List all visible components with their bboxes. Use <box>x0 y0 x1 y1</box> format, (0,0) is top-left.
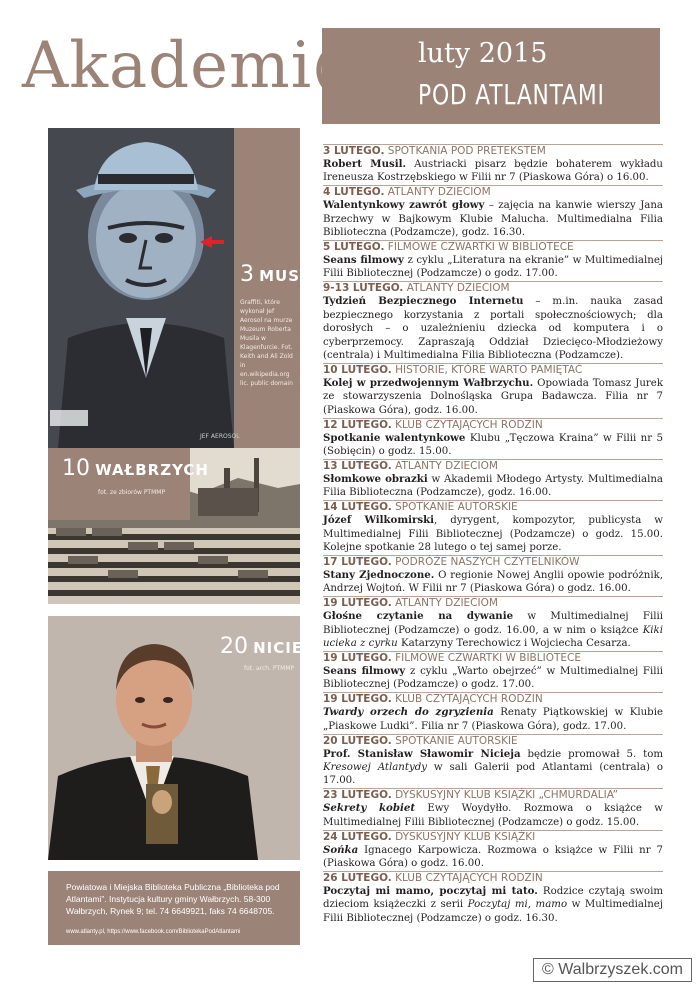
library-address: Powiatowa i Miejska Biblioteka Publiczna „Biblioteka pod Atlantami”. Instytucja kultury gminy Wałbrzych. 58-300 Wałbrzych, Rynek 9; tel. 74 6649921, faks 74 6648705. <box>66 882 280 916</box>
event-date: 10 LUTEGO. <box>323 363 392 376</box>
event-text-part: Ignacego Karpowicza. Rozmowa o książce w Filii nr 7 (Piaskowa Góra) o godz. 16.00. <box>323 844 663 870</box>
event-date: 12 LUTEGO. <box>323 418 392 431</box>
event-header <box>323 555 663 569</box>
nicieja-panel <box>48 616 323 860</box>
event-item <box>323 363 663 417</box>
event-description <box>323 432 663 459</box>
event-item <box>323 144 663 185</box>
event-category: KLUB CZYTAJĄCYCH RODZIN <box>391 418 543 431</box>
event-description <box>323 885 663 925</box>
event-category: ATLANTY DZIECIOM <box>391 597 498 610</box>
event-text-part: Głośne czytanie na dywanie <box>323 610 514 623</box>
nicieja-caption: 20 NICIEJA <box>220 634 323 659</box>
event-item <box>323 788 663 829</box>
event-description <box>323 199 663 239</box>
event-item <box>323 830 663 871</box>
event-item <box>323 596 663 650</box>
event-text-part: Sońka <box>323 843 359 856</box>
event-text-part: Stany Zjednoczone. <box>323 568 435 581</box>
event-header <box>323 185 663 199</box>
event-description <box>323 748 663 788</box>
walbrzych-caption: 10 WAŁBRZYCH <box>62 456 209 481</box>
event-header <box>323 830 663 844</box>
event-description <box>323 569 663 596</box>
watermark: © Walbrzyszek.com <box>533 958 692 982</box>
event-category: HISTORIE, KTÓRE WARTO PAMIĘTAĆ <box>391 363 583 376</box>
musil-graffiti-image <box>48 128 300 448</box>
event-date: 4 LUTEGO. <box>323 186 385 199</box>
event-category: KLUB CZYTAJĄCYCH RODZIN <box>391 693 543 706</box>
library-info-box <box>48 871 300 945</box>
event-text-part: Robert Musil. <box>323 158 407 170</box>
event-description <box>323 514 663 554</box>
event-date: 3 LUTEGO. <box>323 145 385 157</box>
event-text-part: Spotkanie walentynkowe <box>323 431 466 444</box>
musil-panel <box>48 128 318 448</box>
event-text-part: – zajęcia na kanwie wierszy Jana Brzechwy w Bajkowym Klubie Malucha. Multimedialna Filia Biblioteczna (Podzamcze), godz. 16.30. <box>323 200 663 239</box>
event-text-part: będzie promował 5. tom <box>520 748 663 760</box>
event-category: FILMOWE CZWARTKI W BIBLIOTECE <box>384 241 574 254</box>
event-date: 24 LUTEGO. <box>323 830 392 843</box>
event-text-part: Poczytaj mi, mamo <box>467 899 568 911</box>
event-category: KLUB CZYTAJĄCYCH RODZIN <box>391 871 543 884</box>
event-text-part: Kresowej Atlantydy <box>323 762 427 773</box>
event-item <box>323 734 663 788</box>
event-header <box>323 734 663 748</box>
event-date: 19 LUTEGO. <box>323 597 392 610</box>
event-category: SPOTKANIA POD PRETEKSTEM <box>384 145 546 157</box>
event-text-part: Klubu „Tęczowa Kraina” w Filii nr 5 (Sobięcin) o godz. 15.00. <box>323 432 664 457</box>
photo-column <box>48 128 323 883</box>
event-category: SPOTKANIE AUTORSKIE <box>391 501 518 514</box>
event-header <box>323 418 663 432</box>
event-description <box>323 473 663 500</box>
event-category: SPOTKANIE AUTORSKIE <box>391 734 518 747</box>
event-text-part: w sali Galerii pod Atlantami (centrala) o 17.00. <box>323 762 663 787</box>
event-description <box>323 295 663 362</box>
event-text-part: Ewy Woydyłło. Rozmowa o książce w Multimedialnej Filii Bibliotecznej (Podzamcze) o godz. 15.00. <box>323 803 663 828</box>
event-text-part: Prof. Stanisław Sławomir Nicieja <box>323 747 521 760</box>
event-item <box>323 418 663 459</box>
event-category: DYSKUSYJNY KLUB KSIĄŻKI <box>391 830 536 843</box>
event-text-part: Sekrety kobiet <box>323 802 416 815</box>
event-description <box>323 706 663 733</box>
event-text-part: Kiki ucieka z cyrku <box>323 624 663 650</box>
svg-text:JEF AEROSOL: JEF AEROSOL <box>200 433 240 440</box>
event-item <box>323 240 663 281</box>
event-item <box>323 871 663 925</box>
events-list <box>323 144 663 926</box>
event-text-part: Opowiada Tomasz Jurek ze stowarzyszenia Dolnośląska Grupa Badawcza. Filia nr 7 (Piaskowa Góra), godz. 16.00. <box>323 377 663 416</box>
event-description <box>323 254 663 281</box>
event-description <box>323 377 663 417</box>
event-text-part: Poczytaj mi mamo, poczytaj mi tato. <box>323 884 538 897</box>
library-links[interactable]: www.atlanty.pl, https://www.facebook.com/BibliotekaPodAtlantami <box>66 929 241 935</box>
event-item <box>323 281 663 362</box>
event-header <box>323 363 663 377</box>
musil-photo-credit: Graffiti, które wykonał Jef Aerosol na murze Muzeum Roberta Musila w Klagenfurcie. Fot. Keith and Ali Zold in en.wikipedia.org lic. public domain <box>240 299 293 387</box>
event-description <box>323 158 663 185</box>
event-category: DYSKUSYJNY KLUB KSIĄŻKI „CHMURDALIA” <box>391 789 619 802</box>
event-text-part: , dyrygent, kompozytor, publicysta w Multimedialnej Filii Bibliotecznej (Podzamcze) o godz. 15.00. Kolejne spotkanie 28 lutego o tej samej porze. <box>323 515 663 554</box>
event-text-part: w Multimedialnej Filii Bibliotecznej (Podzamcze) o godz. 16.30. <box>323 899 663 924</box>
event-item <box>323 185 663 239</box>
event-text-part: Słomkowe obrazki <box>323 472 428 485</box>
event-text-part: w Multimedialnej Filii Bibliotecznej (Podzamcze) o godz. 16.00, a w nim o książce <box>323 611 663 636</box>
event-text-part: Twardy orzech do zgryzienia <box>323 706 494 719</box>
event-description <box>323 802 663 829</box>
event-text-part: Walentynkowy zawrót głowy <box>323 199 485 212</box>
page-title: Akademi@ <box>22 29 378 103</box>
event-header <box>323 281 663 295</box>
event-category: FILMOWE CZWARTKI W BIBLIOTECE <box>391 651 581 664</box>
event-date: 23 LUTEGO. <box>323 789 392 802</box>
event-header <box>323 871 663 885</box>
event-text-part: Tydzień Bezpiecznego Internetu <box>323 295 524 308</box>
event-text-part: Rodzice czytają swoim dzieciom książeczki z serii <box>323 885 663 911</box>
event-category: ATLANTY DZIECIOM <box>403 282 510 295</box>
event-header <box>323 144 663 158</box>
event-text-part: Renaty Piątkowskiej w Klubie „Piaskowe Ludki”. Filia nr 7 (Piaskowa Góra), godz. 17.00. <box>323 707 663 732</box>
event-item <box>323 459 663 500</box>
nicieja-photo-credit: fot. arch. PTMMP <box>244 665 295 672</box>
event-item <box>323 500 663 554</box>
event-header <box>323 500 663 514</box>
event-date: 17 LUTEGO. <box>323 555 392 568</box>
event-date: 26 LUTEGO. <box>323 871 392 884</box>
event-date: 19 LUTEGO. <box>323 651 392 664</box>
event-date: 13 LUTEGO. <box>323 459 392 472</box>
musil-caption: 3 MUSIL <box>240 262 318 287</box>
event-header <box>323 651 663 665</box>
event-text-part: Seans filmowy <box>323 254 404 267</box>
event-date: 9-13 LUTEGO. <box>323 282 404 295</box>
event-description <box>323 610 663 650</box>
event-description <box>323 844 663 871</box>
event-header <box>323 692 663 706</box>
event-header <box>323 240 663 254</box>
event-category: ATLANTY DZIECIOM <box>391 459 498 472</box>
event-date: 20 LUTEGO. <box>323 734 392 747</box>
event-text-part: Austriacki pisarz będzie bohaterem wykładu Ireneusza Kostrzębskiego w Filii nr 7 (Piaskowa Góra) o 16.00. <box>323 159 663 184</box>
event-text-part: Kolej w przedwojennym Wałbrzychu. <box>323 376 534 389</box>
event-text-part: Seans filmowy <box>323 664 406 677</box>
event-text-part: w Akademii Młodego Artysty. Multimedialna Filia Biblioteczna (Podzamcze), godz. 16.00. <box>323 473 663 499</box>
event-item <box>323 555 663 596</box>
event-text-part: z cyklu „Warto obejrzeć” w Multimedialnej Filii Bibliotecznej (Podzamcze) o godz. 17.00. <box>323 665 664 691</box>
event-item <box>323 651 663 692</box>
walbrzych-panel <box>48 448 300 604</box>
event-date: 19 LUTEGO. <box>323 693 392 706</box>
event-text-part: Katarzyny Terechowicz i Wojciecha Cesarza. <box>397 638 631 650</box>
event-text-part: – m.in. nauka zasad bezpiecznego korzystania z portali społecznościowych; dla dorosłych – o uzależnieniu dziecka od komputera i o cyberprzemocy. Zapraszają Oddział Dziecięco-Młodzieżowy (centrala) i Multimedialna Filia Biblioteczna (Podzamcze). <box>323 296 663 361</box>
event-category: ATLANTY DZIECIOM <box>384 186 491 199</box>
event-header <box>323 788 663 802</box>
event-text-part: z cyklu „Literatura na ekranie” w Multimedialnej Filii Bibliotecznej (Podzamcze) o godz. 17.00. <box>323 255 664 280</box>
header-place: POD ATLANTAMI <box>418 78 605 111</box>
walbrzych-photo-credit: fot. ze zbiorów PTMMP <box>98 489 166 496</box>
event-description <box>323 665 663 692</box>
event-date: 5 LUTEGO. <box>323 241 385 254</box>
event-item <box>323 692 663 733</box>
event-text-part: Józef Wilkomirski <box>323 514 435 527</box>
event-category: PODRÓŻE NASZYCH CZYTELNIKÓW <box>391 555 580 568</box>
event-header <box>323 459 663 473</box>
event-date: 14 LUTEGO. <box>323 501 392 514</box>
event-text-part: O regionie Nowej Anglii opowie podróżnik, Andrzej Wojtoń. W Filii nr 7 (Piaskowa Góra) o godz. 16.00. <box>323 569 664 595</box>
event-header <box>323 596 663 610</box>
header-month: luty 2015 <box>418 38 548 69</box>
